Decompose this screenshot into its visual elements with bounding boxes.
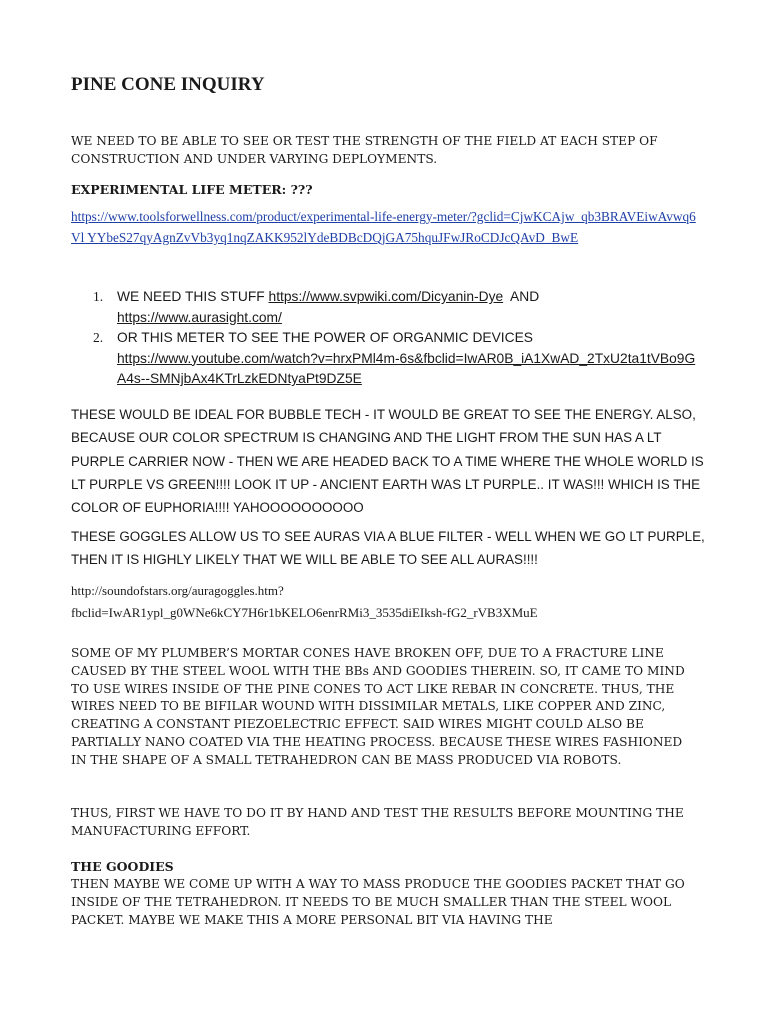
intro-paragraph: WE NEED TO BE ABLE TO SEE OR TEST THE STRENGTH OF THE FIELD AT EACH STEP OF CONSTRUCTION AND UNDER VARYING DEPLOYMENTS. bbox=[71, 134, 658, 166]
list-item-1 bbox=[71, 287, 701, 328]
svpwiki-link[interactable]: https://www.svpwiki.com/Dicyanin-Dye bbox=[268, 289, 504, 304]
list-item-text: WE NEED THIS STUFF bbox=[117, 289, 269, 304]
youtube-link[interactable]: https://www.youtube.com/watch?v=hrxPMl4m-6s&fbclid=IwAR0B_iA1XwAD_2TxU2ta1tVBo9GA4s--SMNjbAx4KTrLzkEDNtyaPt9DZ5E bbox=[117, 350, 696, 386]
resource-list bbox=[71, 287, 701, 390]
list-number: 1. bbox=[93, 289, 104, 304]
mortar-paragraph: SOME OF MY PLUMBER’S MORTAR CONES HAVE BROKEN OFF, DUE TO A FRACTURE LINE CAUSED BY THE STEEL WOOL WITH THE BBs AND GOODIES THEREIN. SO, IT CAME TO MIND TO USE WIRES INSIDE OF THE PINE CONES TO ACT LIKE REBAR IN CONCRETE. THUS, THE WIRES NEED TO BE BIFILAR WOUND WITH DISSIMILAR METALS, LIKE COPPER AND ZINC, CREATING A CONSTANT PIEZOELECTRIC EFFECT. SAID WIRES MIGHT COULD ALSO BE PARTIALLY NANO COATED VIA THE HEATING PROCESS. BECAUSE THESE WIRES FASHIONED IN THE SHAPE OF A SMALL TETRAHEDRON CAN BE MASS PRODUCED VIA ROBOTS. bbox=[71, 646, 685, 767]
bubble-tech-paragraph: THESE WOULD BE IDEAL FOR BUBBLE TECH - IT WOULD BE GREAT TO SEE THE ENERGY. ALSO, BECAUSE OUR COLOR SPECTRUM IS CHANGING AND THE LIGHT FROM THE SUN HAS A LT PURPLE CARRIER NOW - THEN WE ARE HEADED BACK TO A TIME WHERE THE WHOLE WORLD IS LT PURPLE VS GREEN!!!! LOOK IT UP - ANCIENT EARTH WAS LT PURPLE.. IT WAS!!! WHICH IS THE COLOR OF EUPHORIA!!!! YAHOOOOOOOOOO bbox=[71, 407, 704, 516]
meter-heading: EXPERIMENTAL LIFE METER: ??? bbox=[71, 182, 313, 197]
page-title: PINE CONE INQUIRY bbox=[71, 74, 265, 95]
aurasight-link[interactable]: https://www.aurasight.com/ bbox=[117, 309, 282, 325]
goggles-url-line-1: http://soundofstars.org/auragoggles.htm? bbox=[71, 583, 284, 598]
goodies-heading: THE GOODIES bbox=[71, 859, 174, 874]
goodies-paragraph: THEN MAYBE WE COME UP WITH A WAY TO MASS PRODUCE THE GOODIES PACKET THAT GO INSIDE OF THE TETRAHEDRON. IT NEEDS TO BE MUCH SMALLER THAN THE STEEL WOOL PACKET. MAYBE WE MAKE THIS A MORE PERSONAL BIT VIA HAVING THE bbox=[71, 877, 685, 927]
goggles-paragraph: THESE GOGGLES ALLOW US TO SEE AURAS VIA A BLUE FILTER - WELL WHEN WE GO LT PURPLE, THEN IT IS HIGHLY LIKELY THAT WE WILL BE ABLE TO SEE ALL AURAS!!!! bbox=[71, 529, 705, 568]
thus-paragraph: THUS, FIRST WE HAVE TO DO IT BY HAND AND TEST THE RESULTS BEFORE MOUNTING THE MANUFACTURING EFFORT. bbox=[71, 806, 684, 838]
meter-link[interactable]: https://www.toolsforwellness.com/product/experimental-life-energy-meter/?gclid=CjwKCAjw_qb3BRAVEiwAvwq6Vl YYbeS27qyAgnZvVb3yq1nqZAKK952lYdeBDBcDQjGA75hquJFwJRoCDJcQAvD_BwE bbox=[71, 209, 696, 245]
list-number: 2. bbox=[93, 330, 104, 345]
list-item-mid: AND bbox=[503, 289, 544, 304]
goggles-url bbox=[71, 580, 701, 623]
list-item-text: OR THIS METER TO SEE THE POWER OF ORGANMIC DEVICES bbox=[117, 330, 534, 345]
goggles-url-line-2: fbclid=IwAR1ypl_g0WNe6kCY7H6r1bKELO6enrRMi3_3535diEIksh-fG2_rVB3XMuE bbox=[71, 605, 538, 620]
list-item-2 bbox=[71, 328, 701, 390]
